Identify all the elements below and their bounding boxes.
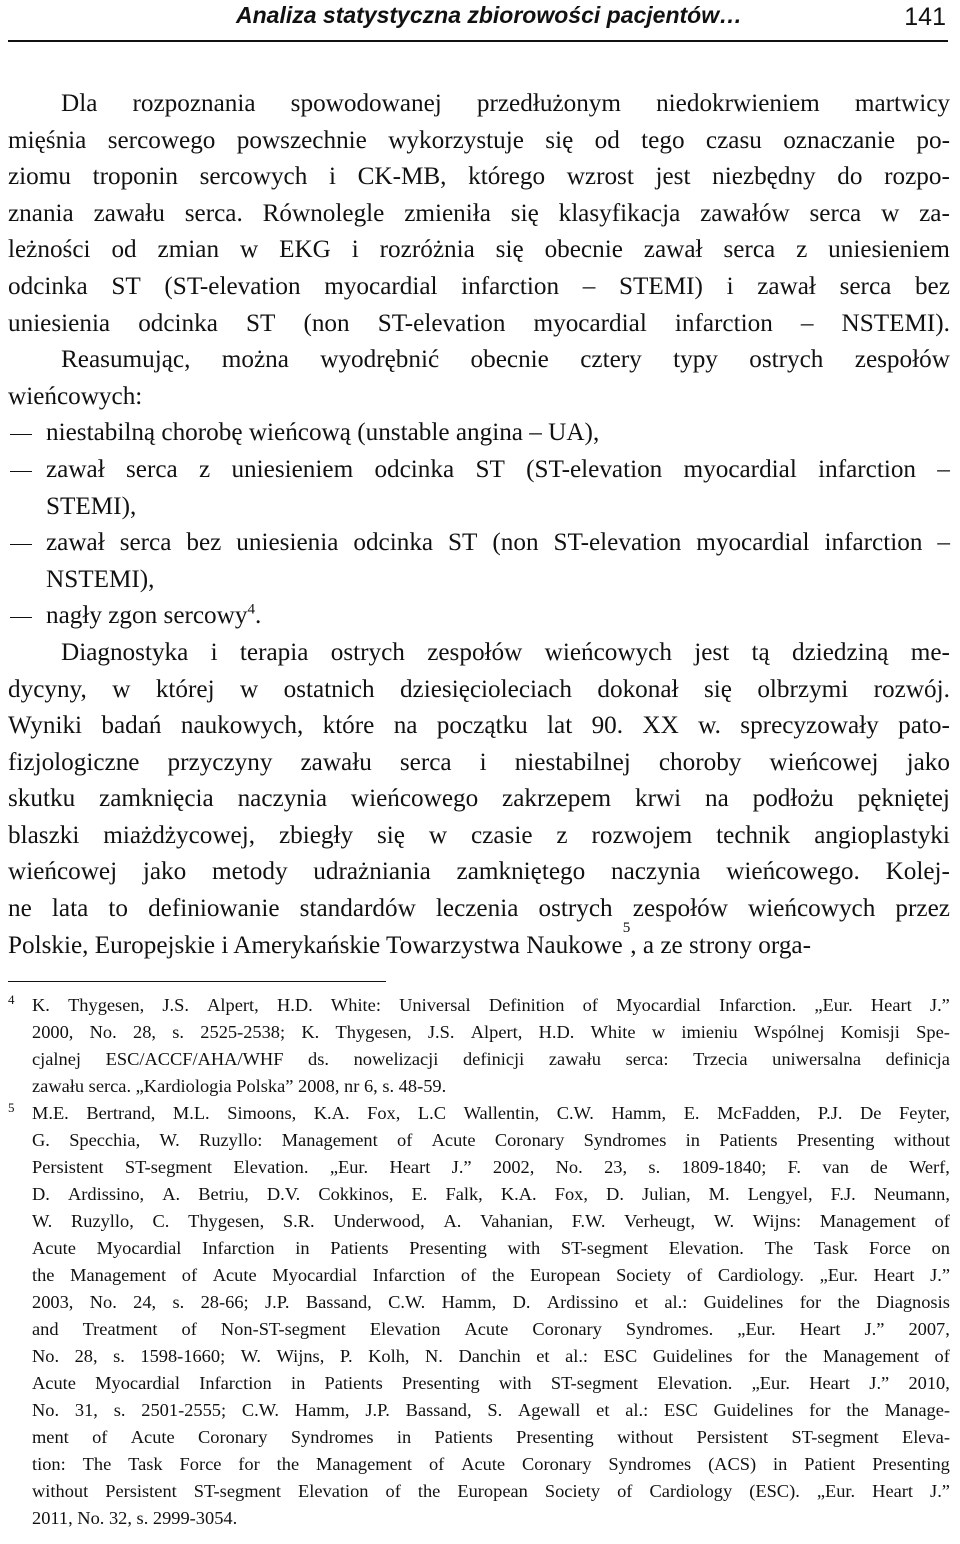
list-item (8, 415, 950, 452)
footnote-line: the Management of Acute Myocardial Infarction of the European Society of Cardiology. „Eur. Heart J.” (32, 1265, 950, 1285)
list-item (8, 525, 950, 562)
text-line: wieńcowej jako metody udrażniania zamkniętego naczynia wieńcowego. Kolej- (8, 858, 950, 886)
text-line: Diagnostyka i terapia ostrych zespołów wieńcowych jest tą dziedziną me- (61, 638, 950, 666)
dash-bullet (10, 471, 32, 472)
text-line: Reasumując, można wyodrębnić obecnie cztery typy ostrych zespołów (61, 346, 950, 374)
footnote-line: cjalnej ESC/ACCF/AHA/WHF ds. nowelizacji definicji zawału serca: Trzecia uniwersalna definicja (32, 1049, 950, 1069)
text-line: blaszki miażdżycowej, zbiegły się w czasie z rozwojem technik angioplastyki (8, 821, 950, 849)
list-item (8, 452, 950, 489)
footnote-line: zawału serca. „Kardiologia Polska” 2008, nr 6, s. 48-59. (32, 1076, 447, 1096)
footnote-line: G. Specchia, W. Ruzyllo: Management of Acute Coronary Syndromes in Patients Presenting without (32, 1130, 950, 1150)
text-line: fizjologiczne przyczyny zawału serca i niestabilnej choroby wieńcowej jako (8, 748, 950, 776)
footnote-line: Acute Myocardial Infarction in Patients Presenting with ST-segment Elevation. The Task Force on (32, 1238, 950, 1258)
list-item-continuation: STEMI), (46, 492, 137, 520)
footnote-line: Persistent ST-segment Elevation. „Eur. Heart J.” 2002, No. 23, s. 1809-1840; F. van de Werf, (32, 1157, 950, 1177)
footnote-line: K. Thygesen, J.S. Alpert, H.D. White: Universal Definition of Myocardial Infarction. „Eur. Heart J.” (32, 995, 950, 1015)
running-header (8, 0, 948, 42)
text-line: znania zawału serca. Równolegle zmieniła się klasyfikacja zawałów serca w za- (8, 199, 950, 227)
footnote (8, 992, 950, 1100)
list-item-text: nagły zgon sercowy$^4$. (46, 601, 262, 630)
footnote-line: tion: The Task Force for the Management of Acute Coronary Syndromes (ACS) in Patient Presenting (32, 1454, 950, 1474)
text-line: ne lata to definiowanie standardów leczenia ostrych zespołów wieńcowych przez (8, 895, 950, 923)
text-line: uniesienia odcinka ST (non ST-elevation myocardial infarction – NSTEMI). (8, 309, 950, 337)
text-line (8, 919, 950, 965)
footnote-line: and Treatment of Non-ST-segment Elevation Acute Coronary Syndromes. „Eur. Heart J.” 2007, (32, 1319, 950, 1339)
page-number: 141 (904, 3, 946, 31)
footnote-number: 4 (8, 992, 15, 1007)
footnote-line: 2000, No. 28, s. 2525-2538; K. Thygesen, J.S. Alpert, H.D. White w imieniu Wspólnej Komisji Spe- (32, 1022, 950, 1042)
list-item-continuation: NSTEMI), (46, 565, 155, 593)
footnotes (8, 992, 950, 1532)
text-line: Wyniki badań naukowych, które na początku lat 90. XX w. sprecyzowały pato- (8, 712, 950, 740)
footnote-line: No. 31, s. 2501-2555; C.W. Hamm, J.P. Bassand, S. Agewall et al.: ESC Guidelines for the Manage- (32, 1400, 950, 1420)
footnote-line: ment of Acute Coronary Syndromes in Patients Presenting without Persistent ST-segment Eleva- (32, 1427, 950, 1447)
footnote-line: 2011, No. 32, s. 2999-3054. (32, 1508, 238, 1528)
footnote-line: W. Ruzyllo, C. Thygesen, S.R. Underwood, A. Vahanian, F.W. Verheugt, W. Wijns: Management of (32, 1211, 950, 1231)
text-line: leżności od zmian w EKG i rozróżnia się obecnie zawał serca z uniesieniem (8, 236, 950, 264)
footnote-number: 5 (8, 1100, 15, 1115)
footnote-line: No. 28, s. 1598-1660; W. Wijns, P. Kolh, N. Danchin et al.: ESC Guidelines for the Management of (32, 1346, 950, 1366)
footnote-line: M.E. Bertrand, M.L. Simoons, K.A. Fox, L.C Wallentin, C.W. Hamm, E. McFadden, P.J. De Feyter, (32, 1103, 950, 1123)
footnote-rule (8, 981, 386, 982)
text-line: dycyny, w której w ostatnich dziesięcioleciach dokonał się olbrzymi rozwój. (8, 675, 950, 703)
list-item (8, 598, 950, 635)
footnote-line: without Persistent ST-segment Elevation of the European Society of Cardiology (ESC). „Eur. Heart J.” (32, 1481, 950, 1501)
dash-bullet (10, 434, 32, 435)
list-item-text: niestabilną chorobę wieńcową (unstable angina – UA), (46, 419, 600, 447)
text-line: mięśnia sercowego powszechnie wykorzystuje się od tego czasu oznaczanie po- (8, 126, 950, 154)
list-item-text: zawał serca z uniesieniem odcinka ST (ST-elevation myocardial infarction – (46, 455, 950, 483)
text-line-part: Polskie, Europejskie i Amerykańskie Towarzystwa Naukowe (8, 931, 623, 959)
dash-bullet (10, 544, 32, 545)
list-item-text-main: nagły zgon sercowy (46, 602, 248, 630)
footnote-ref[interactable]: 5 (622, 919, 631, 936)
text-line: Dla rozpoznania spowodowanej przedłużonym niedokrwieniem martwicy (61, 90, 950, 117)
running-title: Analiza statystyczna zbiorowości pacjentów… (236, 2, 743, 28)
footnote-ref[interactable]: 4 (247, 601, 256, 618)
footnote-line: D. Ardissino, A. Betriu, D.V. Cokkinos, E. Falk, K.A. Fox, D. Julian, M. Lengyel, F.J. Neumann, (32, 1184, 950, 1204)
text-line-part: , a ze strony orga- (630, 931, 811, 959)
dash-bullet (10, 617, 32, 618)
footnote-line: 2003, No. 24, s. 28-66; J.P. Bassand, C.W. Hamm, D. Ardissino et al.: Guidelines for the Diagnosis (32, 1292, 950, 1312)
text-line: wieńcowych: (8, 382, 143, 410)
main-text (8, 86, 950, 964)
text-line: ziomu troponin sercowych i CK-MB, którego wzrost jest niezbędny do rozpo- (8, 163, 950, 191)
footnote (8, 1100, 950, 1532)
text-line: odcinka ST (ST-elevation myocardial infarction – STEMI) i zawał serca bez (8, 272, 950, 300)
list-item-text: zawał serca bez uniesienia odcinka ST (non ST-elevation myocardial infarction – (46, 529, 950, 557)
text-line: skutku zamknięcia naczynia wieńcowego zakrzepem krwi na podłożu pękniętej (8, 785, 950, 813)
footnote-line: Acute Myocardial Infarction in Patients Presenting with ST-segment Elevation. „Eur. Heart J.” 2010, (32, 1373, 950, 1393)
